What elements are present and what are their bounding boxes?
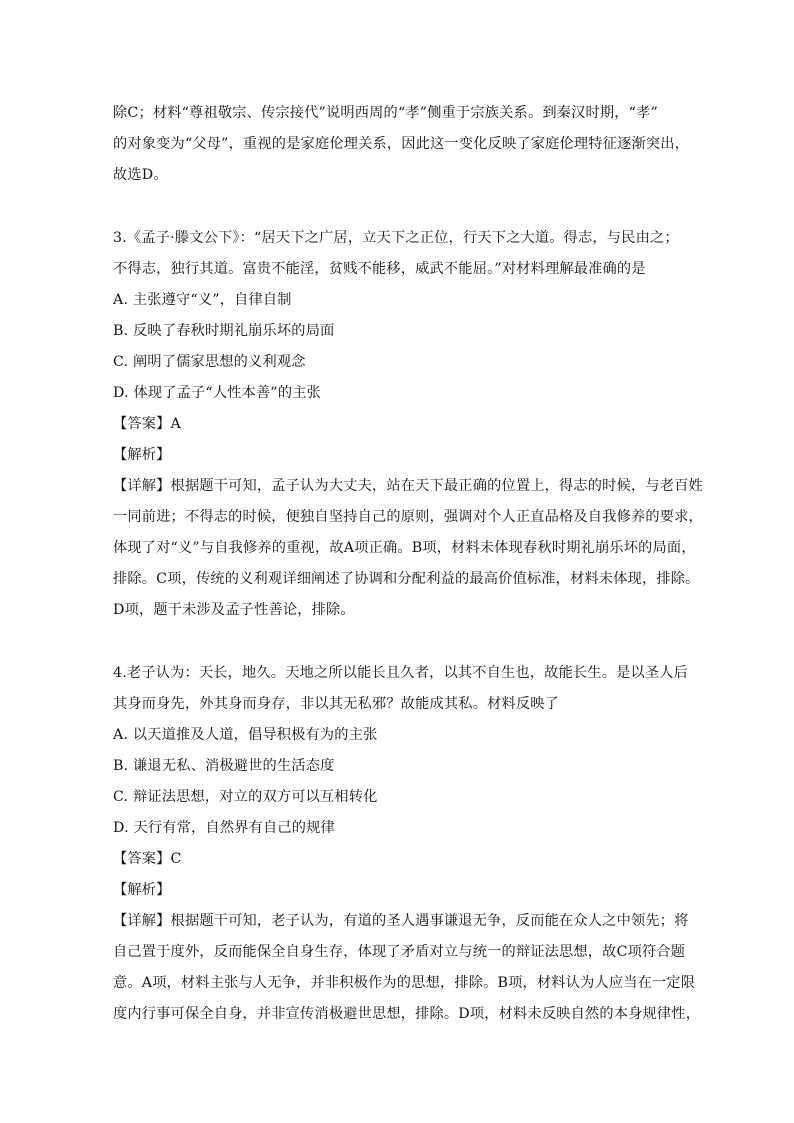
question-4-detail: 【详解】根据题干可知，老子认为，有道的圣人遇事谦退无争，反而能在众人之中领先；将	[113, 913, 689, 929]
question-3-option-a: A. 主张遵守“义”，自律自制	[113, 292, 292, 308]
question-3-detail: 体现了对“义”与自我修养的重视，故A项正确。B项，材料未体现春秋时期礼崩乐坏的局面，	[113, 540, 696, 556]
question-4-detail: 自己置于度外，反而能保全自身生存，体现了矛盾对立与统一的辩证法思想，故C项符合题	[113, 944, 686, 960]
question-4-detail: 意。A项，材料主张与人无争，并非积极作为的思想，排除。B项，材料认为人应当在一定限	[113, 975, 696, 991]
question-4-option-d: D. 天行有常，自然界有自己的规律	[113, 820, 335, 836]
question-3-detail: 排除。C项，传统的义利观详细阐述了协调和分配利益的最高价值标准，材料未体现，排除。	[113, 571, 700, 587]
question-3-option-c: C. 阐明了儒家思想的义利观念	[113, 354, 306, 370]
question-4-analysis-heading: 【解析】	[113, 882, 171, 898]
question-3-analysis-heading: 【解析】	[113, 447, 171, 463]
text-line: 除C；材料“尊祖敬宗、传宗接代”说明西周的“孝”侧重于宗族关系。到秦汉时期，“孝”	[113, 105, 658, 121]
question-4-option-c: C. 辩证法思想，对立的双方可以互相转化	[113, 789, 378, 805]
question-3-stem: 3.《孟子·滕文公下》：“居天下之广居，立天下之正位，行天下之大道。得志，与民由之；	[113, 230, 679, 246]
question-3-detail: 【详解】根据题干可知，孟子认为大丈夫，站在天下最正确的位置上，得志的时候，与老百姓	[113, 478, 703, 494]
question-4-stem: 其身而身先，外其身而身存，非以其无私邪？故能成其私。材料反映了	[113, 696, 560, 712]
question-3-answer: 【答案】A	[113, 416, 181, 432]
text-line: 的对象变为“父母”，重视的是家庭伦理关系，因此这一变化反映了家庭伦理特征逐渐突出，	[113, 136, 690, 152]
question-4-answer: 【答案】C	[113, 851, 182, 867]
question-3-option-b: B. 反映了春秋时期礼崩乐坏的局面	[113, 323, 335, 339]
question-4-option-b: B. 谦退无私、消极避世的生活态度	[113, 758, 335, 774]
question-4-option-a: A. 以天道推及人道，倡导积极有为的主张	[113, 727, 378, 743]
question-3-detail: 一同前进；不得志的时候，便独自坚持自己的原则，强调对个人正直品格及自我修养的要求，	[113, 509, 703, 525]
question-3-stem: 不得志，独行其道。富贵不能淫，贫贱不能移，威武不能屈。”对材料理解最准确的是	[113, 261, 646, 277]
question-4-detail: 度内行事可保全自身，并非宣传消极避世思想，排除。D项，材料未反映自然的本身规律性，	[113, 1006, 701, 1022]
question-4-stem: 4.老子认为：天长，地久。天地之所以能长且久者，以其不自生也，故能长生。是以圣人后	[113, 665, 689, 681]
text-line: 故选D。	[113, 167, 168, 183]
question-3-detail: D项，题干未涉及孟子性善论，排除。	[113, 602, 355, 618]
question-3-option-d: D. 体现了孟子“人性本善”的主张	[113, 385, 322, 401]
